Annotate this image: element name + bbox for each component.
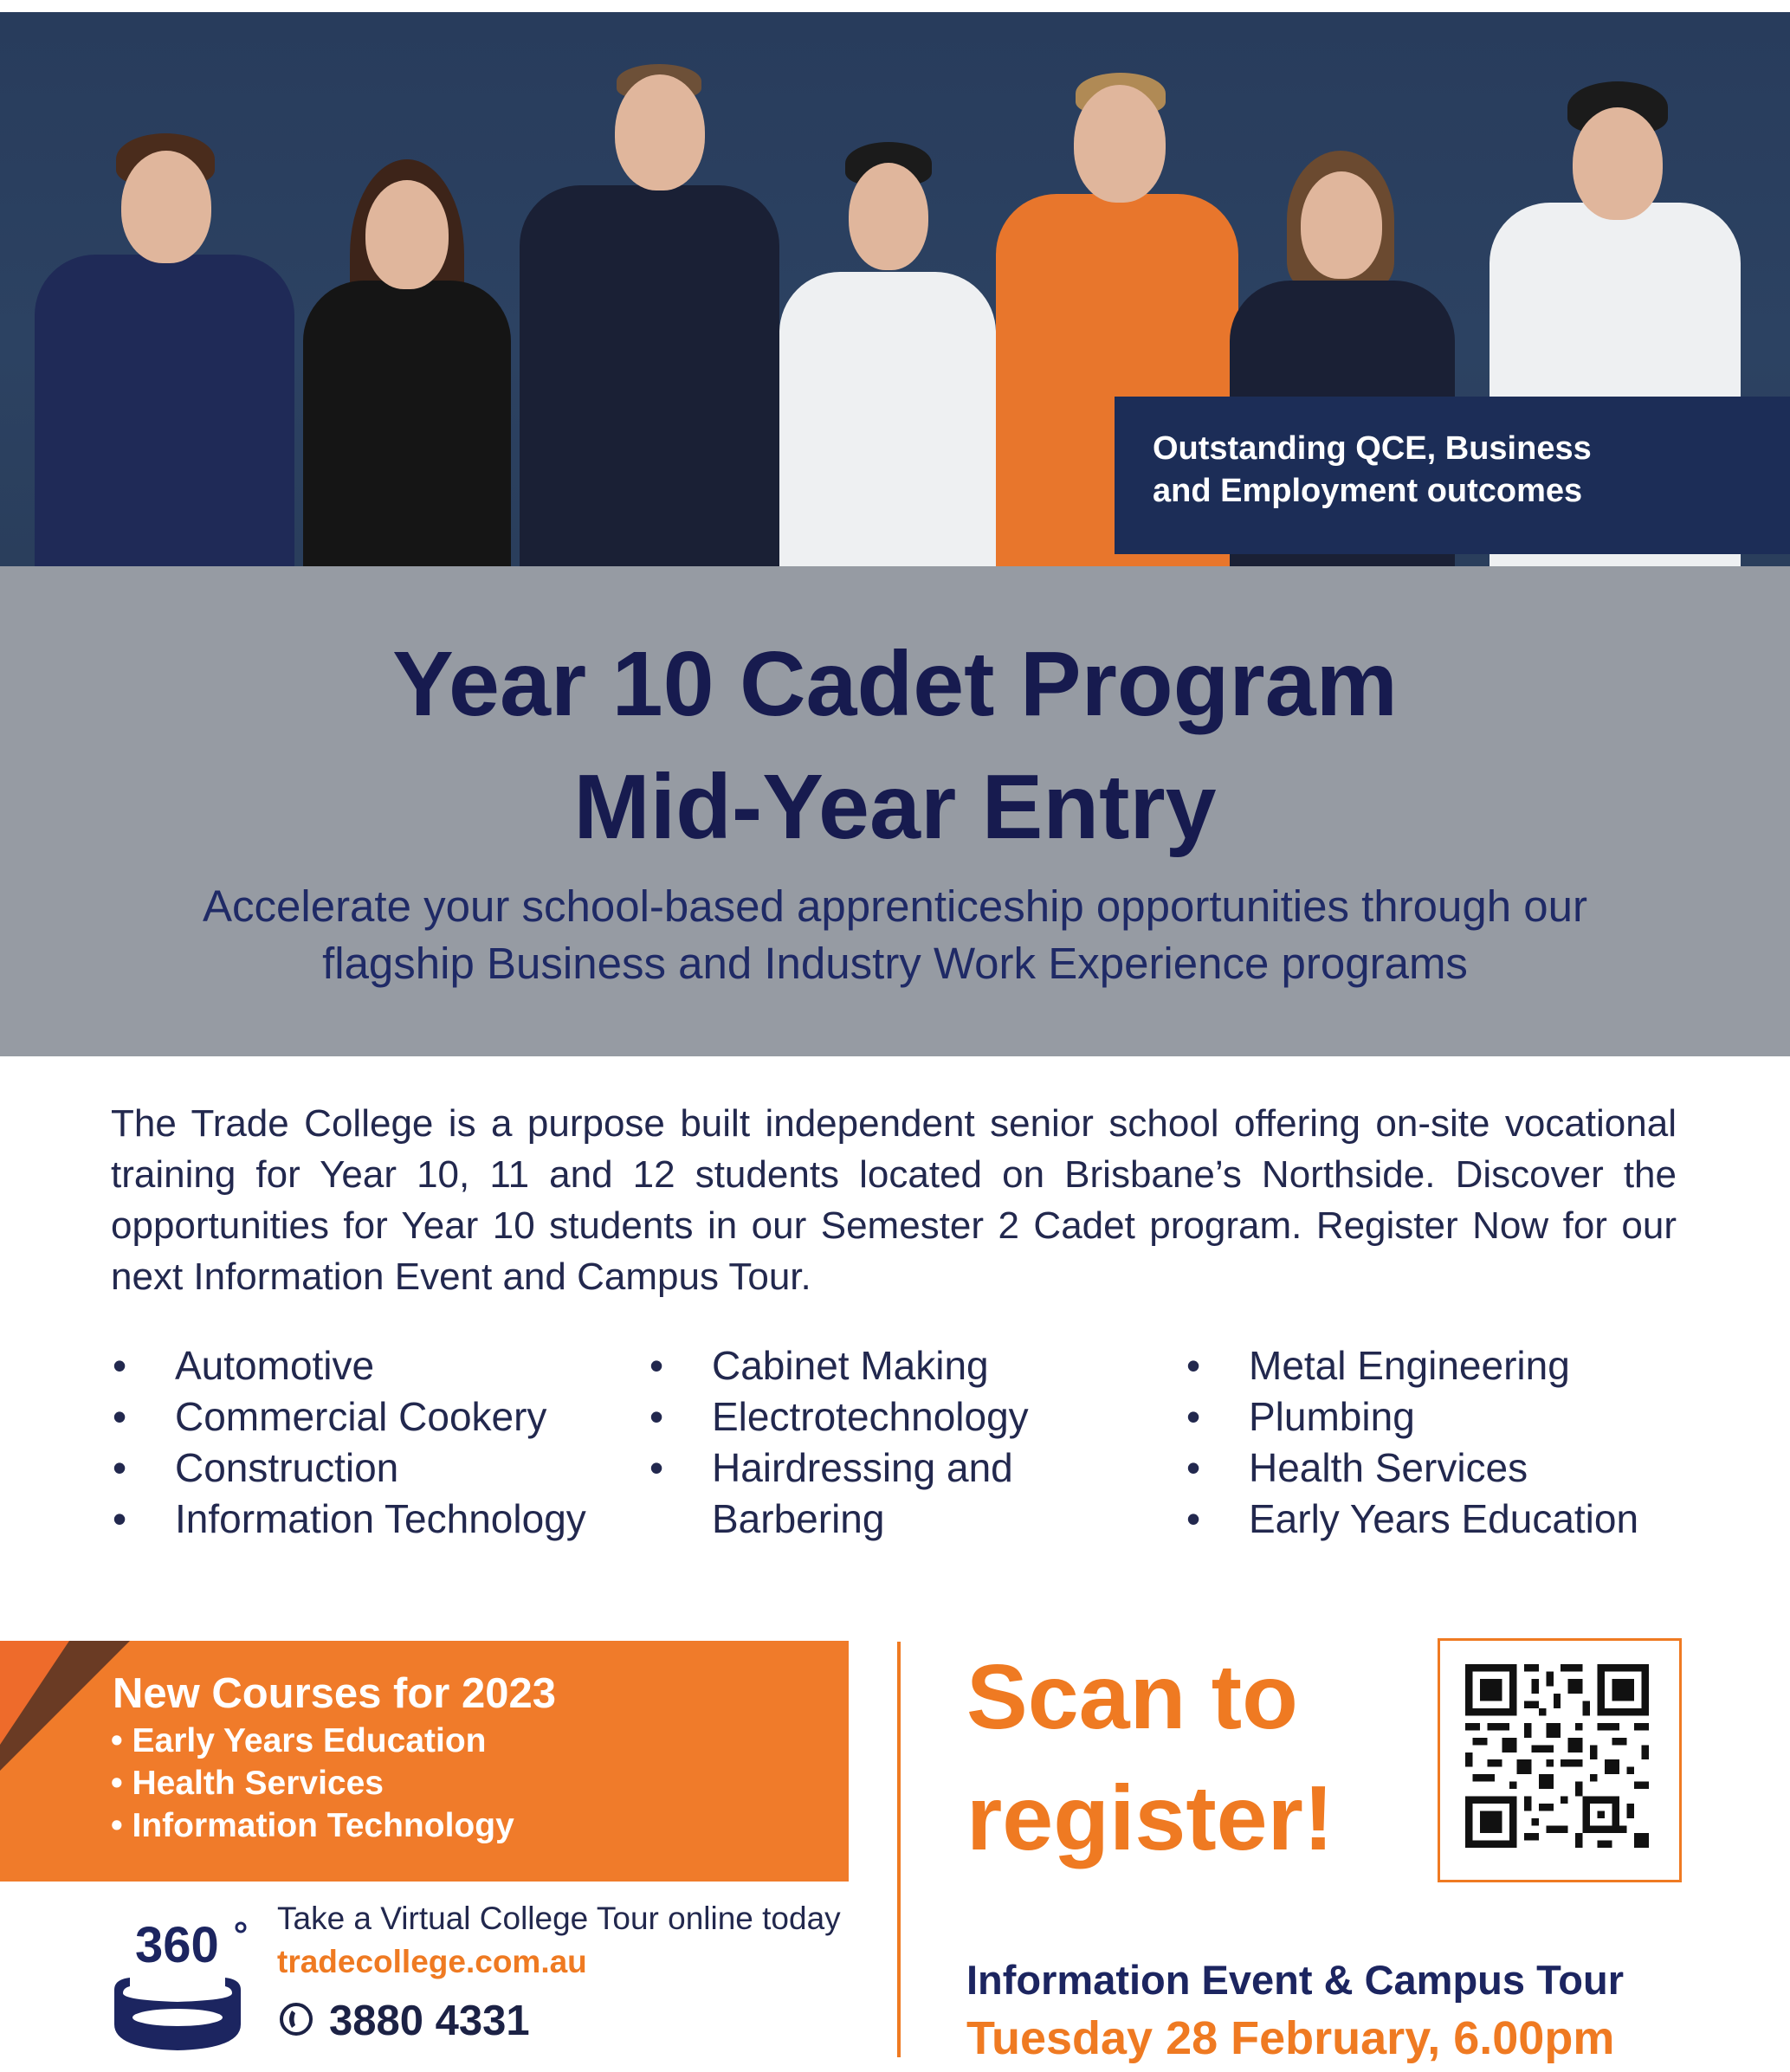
course-item: • Cabinet Making [648, 1340, 1133, 1391]
website-link[interactable]: tradecollege.com.au [277, 1944, 587, 1979]
scan-to-register-heading: Scan to [966, 1646, 1298, 1748]
phone-number[interactable]: 3880 4331 [329, 1998, 530, 2044]
course-list-column-3 [1185, 1340, 1722, 1545]
intro-paragraph: The Trade College is a purpose built independent senior school offering on-site vocational training for Year 10, 11 and 12 students located on Brisbane’s Northside. Discover the opportunities for Year 10 students in our Semester 2 Cadet program. Register Now for our next Information Event and Campus Tour. [111, 1102, 1677, 1298]
new-course-item: • Information Technology [111, 1807, 514, 1844]
course-list-column-1 [111, 1340, 630, 1545]
student-figure [520, 64, 779, 566]
course-item-continuation: Barbering [712, 1496, 885, 1541]
subtitle-line: flagship Business and Industry Work Experience programs [322, 939, 1468, 988]
course-item: • Automotive [111, 1340, 630, 1391]
course-item: • Hairdressing and [648, 1443, 1133, 1494]
virtual-tour-360-label: 360 [135, 1917, 219, 1973]
new-courses-list [111, 1720, 514, 1847]
panel-accent-shape [0, 1641, 69, 1745]
page-title-secondary: Mid-Year Entry [573, 756, 1217, 858]
course-item: • Plumbing [1185, 1391, 1722, 1443]
page-subtitle [104, 878, 1686, 992]
student-figure [779, 142, 996, 566]
virtual-tour-text: Take a Virtual College Tour online today [277, 1901, 841, 1936]
student-figure [35, 133, 294, 566]
course-item: • Health Services [1185, 1443, 1722, 1494]
course-item: • Commercial Cookery [111, 1391, 630, 1443]
hero-caption-line: Outstanding QCE, Business [1153, 430, 1592, 467]
scan-to-register-heading-2: register! [966, 1767, 1334, 1869]
course-item: • Electrotechnology [648, 1391, 1133, 1443]
event-label: Information Event & Campus Tour [966, 1957, 1624, 2003]
new-course-item: • Early Years Education [111, 1722, 487, 1759]
subtitle-line: Accelerate your school-based apprenticeship opportunities through our [203, 881, 1587, 931]
course-item: • Early Years Education [1185, 1494, 1722, 1545]
page-title: Year 10 Cadet Program [392, 633, 1398, 735]
new-course-item: • Health Services [111, 1765, 384, 1802]
course-list-column-2 [648, 1340, 1133, 1545]
event-date: Tuesday 28 February, 6.00pm [966, 2012, 1615, 2064]
hero-caption-line: and Employment outcomes [1153, 473, 1583, 509]
course-item: • Metal Engineering [1185, 1340, 1722, 1391]
course-item: • Information Technology [111, 1494, 630, 1545]
hero-caption [1153, 428, 1638, 513]
phone-icon [279, 2002, 313, 2036]
virtual-tour-360-icon[interactable] [104, 1910, 251, 2057]
course-item: • Construction [111, 1443, 630, 1494]
section-divider [897, 1642, 901, 2057]
student-figure [294, 159, 520, 566]
new-courses-title: New Courses for 2023 [113, 1670, 556, 1717]
registration-qr-code[interactable] [1465, 1664, 1649, 1848]
